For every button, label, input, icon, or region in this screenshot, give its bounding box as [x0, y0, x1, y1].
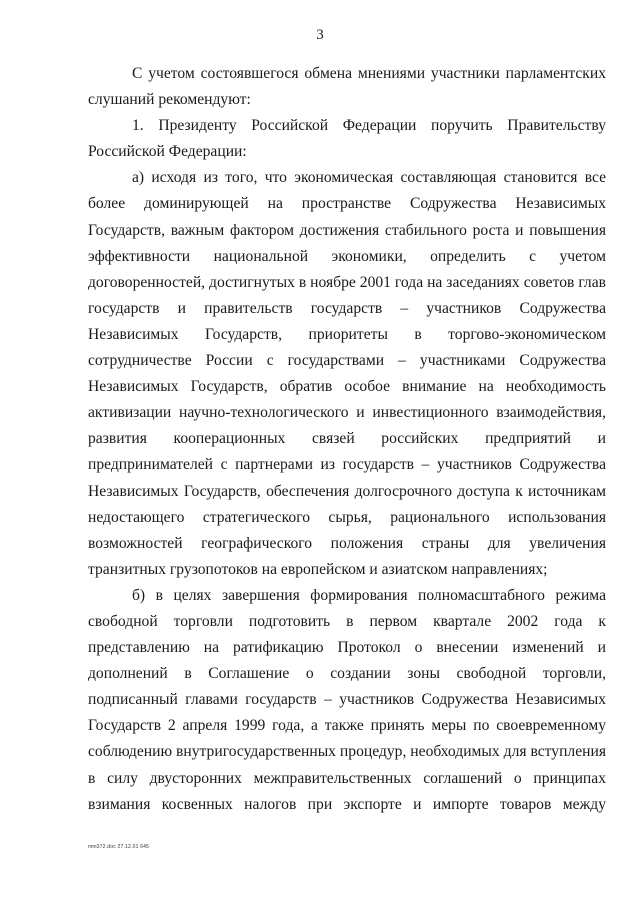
footer-file-reference: ппп372.doc 27.12.01 645 — [88, 844, 150, 850]
text-line: договоренностей, достигнутых в ноябре 2001 года на заседаниях советов глав — [88, 273, 606, 291]
text-line: 1. Президенту Российской Федерации поручить Правительству — [132, 117, 606, 135]
paragraph-item-b — [88, 583, 606, 818]
paragraph-item-1 — [88, 113, 606, 165]
text-line: транзитных грузопотоков на европейском и азиатском направлениях; — [88, 560, 548, 578]
text-line: развития кооперационных связей российских предприятий и — [88, 430, 606, 448]
text-line: Независимых Государств, приоритеты в торгово-экономическом — [88, 325, 606, 343]
text-line: Независимых Государств, обратив особое внимание на необходимость — [88, 378, 606, 396]
text-line: С учетом состоявшегося обмена мнениями участники парламентских — [132, 65, 606, 82]
page-number: 3 — [316, 27, 324, 43]
text-line: предпринимателей с партнерами из государств – участников Содружества — [88, 456, 606, 474]
text-line: Государств 2 апреля 1999 года, а также принять меры по своевременному — [88, 717, 606, 735]
paragraph-item-a — [88, 165, 606, 583]
paragraph-intro — [88, 61, 606, 113]
text-line: представлению на ратификацию Протокол о внесении изменений и — [88, 639, 606, 657]
text-line: эффективности национальной экономики, определить с учетом — [88, 247, 606, 265]
text-line: Государств, важным фактором достижения стабильного роста и повышения — [88, 221, 606, 239]
text-line: слушаний рекомендуют: — [88, 91, 251, 109]
text-line: подписанный главами государств – участников Содружества Независимых — [88, 691, 606, 709]
text-line: б) в целях завершения формирования полномасштабного режима — [132, 586, 606, 604]
text-line: взимания косвенных налогов при экспорте и импорте товаров между — [88, 795, 606, 813]
text-line: активизации научно-технологического и инвестиционного взаимодействия, — [88, 404, 606, 422]
text-line: Российской Федерации: — [88, 143, 247, 161]
text-line: недостающего стратегического сырья, рационального использования — [88, 508, 606, 526]
text-line: более доминирующей на пространстве Содружества Независимых — [88, 195, 606, 213]
text-line: соблюдению внутригосударственных процедур, необходимых для вступления — [88, 743, 606, 761]
text-line: а) исходя из того, что экономическая составляющая становится все — [132, 169, 606, 187]
text-line: дополнений в Соглашение о создании зоны свободной торговли, — [88, 665, 606, 683]
text-line: государств и правительств государств – участников Содружества — [88, 299, 606, 317]
text-line: свободной торговли подготовить в первом квартале 2002 года к — [88, 612, 606, 630]
document-body — [88, 61, 606, 818]
text-line: сотрудничестве России с государствами – участниками Содружества — [88, 352, 606, 370]
text-line: возможностей географического положения страны для увеличения — [88, 534, 606, 552]
text-line: Независимых Государств, обеспечения долгосрочного доступа к источникам — [88, 482, 606, 500]
text-line: в силу двусторонних межправительственных соглашений о принципах — [88, 769, 606, 787]
